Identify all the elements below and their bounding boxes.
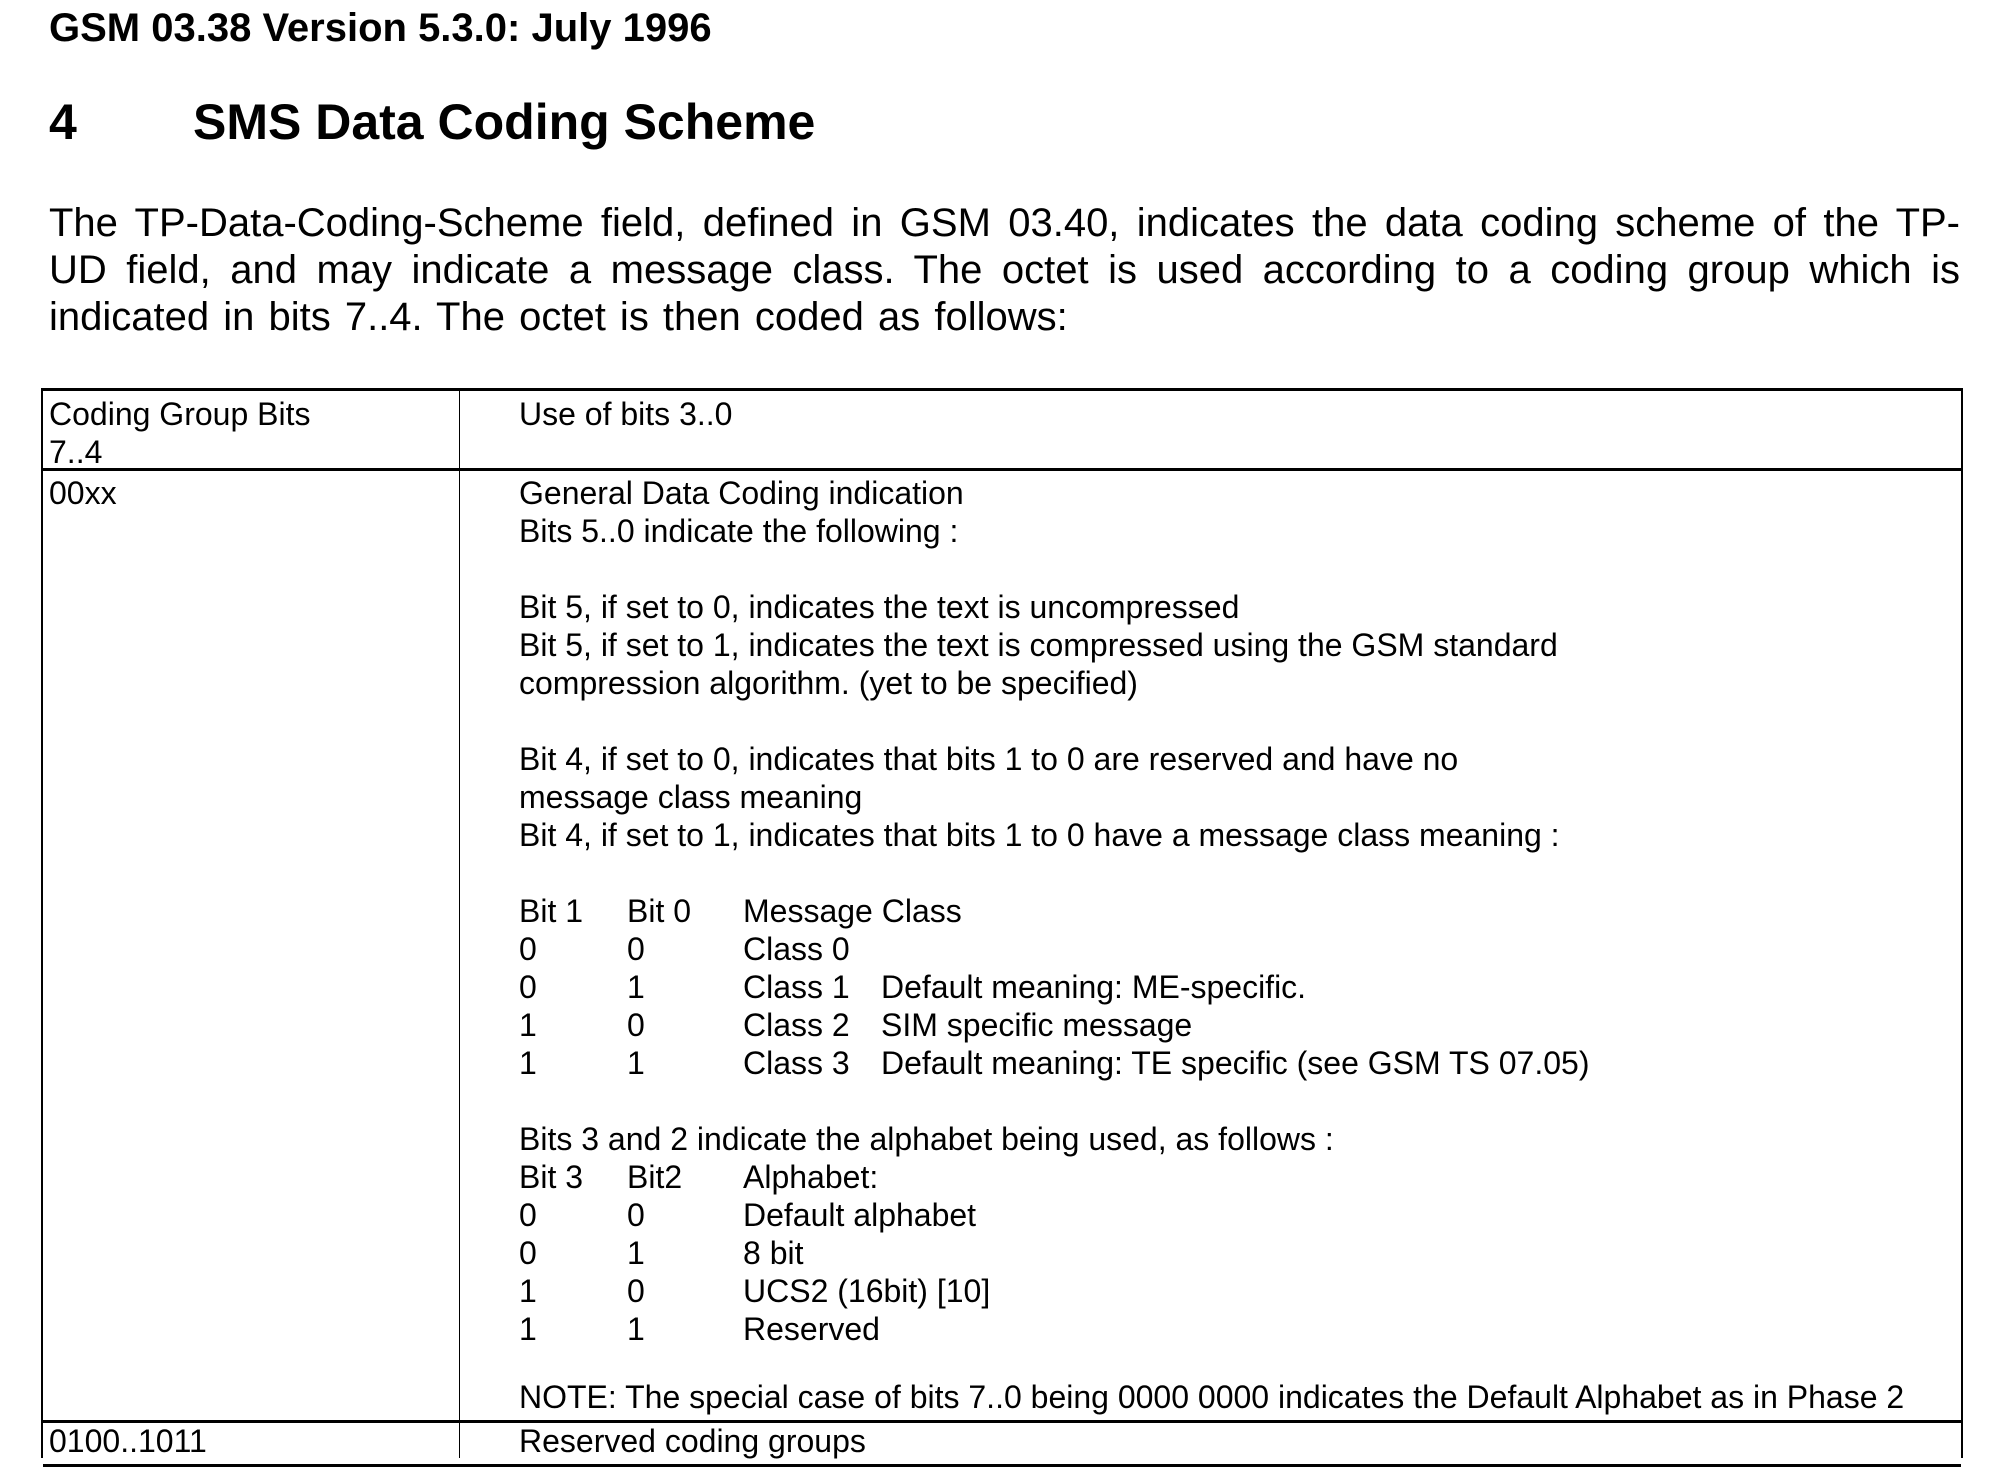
running-header: GSM 03.38 Version 5.3.0: July 1996 <box>49 6 712 50</box>
bit3-value: 0 <box>519 1235 537 1271</box>
bit2-value: 1 <box>627 1311 645 1347</box>
col-header-bit3: Bit 3 <box>519 1159 584 1195</box>
bit1-value: 1 <box>519 1007 537 1043</box>
bit5-one-text-line1: Bit 5, if set to 1, indicates the text is compressed using the GSM standard <box>519 627 1558 663</box>
bit2-value: 1 <box>627 1235 645 1271</box>
row-reserved-use <box>519 1422 866 1460</box>
row-00xx-group <box>49 474 117 512</box>
col-header-alphabet: Alphabet: <box>743 1159 879 1195</box>
bits-intro: Bits 5..0 indicate the following : <box>519 513 959 549</box>
message-class-row <box>519 1006 1589 1044</box>
column-divider <box>459 391 460 1458</box>
alphabet-value: 8 bit <box>743 1235 804 1271</box>
bit5-zero-text: Bit 5, if set to 0, indicates the text is uncompressed <box>519 589 1240 625</box>
header-col1-line2: 7..4 <box>49 434 103 470</box>
alphabet-value: UCS2 (16bit) [10] <box>743 1273 991 1309</box>
use-value: Reserved coding groups <box>519 1423 866 1459</box>
message-class-header <box>519 892 1589 930</box>
bit4-zero-text-line1: Bit 4, if set to 0, indicates that bits 1 to 0 are reserved and have no <box>519 741 1459 777</box>
alphabet-table <box>519 1158 1589 1348</box>
alphabet-row <box>519 1196 1589 1234</box>
message-class-row <box>519 930 1589 968</box>
bit5-one-text-line2: compression algorithm. (yet to be specified) <box>519 665 1138 701</box>
class-value: Class 0 <box>743 931 850 967</box>
bit3-value: 1 <box>519 1311 537 1347</box>
header-row-divider <box>43 468 1961 471</box>
bit3-value: 1 <box>519 1273 537 1309</box>
message-class-row <box>519 968 1589 1006</box>
col-header-message-class: Message Class <box>743 893 962 929</box>
bit0-value: 0 <box>627 1007 645 1043</box>
row-title: General Data Coding indication <box>519 475 964 511</box>
message-class-table <box>519 892 1589 1082</box>
class-value: Class 1 <box>743 969 850 1005</box>
alphabet-value: Default alphabet <box>743 1197 977 1233</box>
class-meaning: Default meaning: ME-specific. <box>881 969 1307 1005</box>
alphabet-intro: Bits 3 and 2 indicate the alphabet being used, as follows : <box>519 1121 1334 1157</box>
col-header-bit0: Bit 0 <box>627 893 692 929</box>
alphabet-header <box>519 1158 1589 1196</box>
alphabet-row <box>519 1310 1589 1348</box>
bit0-value: 0 <box>627 931 645 967</box>
bit4-zero-text-line2: message class meaning <box>519 779 863 815</box>
bit4-one-text: Bit 4, if set to 1, indicates that bits 1 to 0 have a message class meaning : <box>519 817 1560 853</box>
col-header-bit2: Bit2 <box>627 1159 683 1195</box>
data-coding-scheme-table <box>41 388 1963 1458</box>
alphabet-value: Reserved <box>743 1311 880 1347</box>
bit0-value: 1 <box>627 1045 645 1081</box>
bit2-value: 0 <box>627 1197 645 1233</box>
header-col2: Use of bits 3..0 <box>519 396 733 432</box>
class-meaning: SIM specific message <box>881 1007 1193 1043</box>
bit0-value: 1 <box>627 969 645 1005</box>
message-class-row <box>519 1044 1589 1082</box>
class-value: Class 3 <box>743 1045 850 1081</box>
alphabet-row <box>519 1272 1589 1310</box>
bit1-value: 0 <box>519 931 537 967</box>
section-number: 4 <box>49 94 77 150</box>
section-title: SMS Data Coding Scheme <box>193 94 816 150</box>
class-value: Class 2 <box>743 1007 850 1043</box>
note-text: NOTE: The special case of bits 7..0 being 0000 0000 indicates the Default Alphabet as in Phase 2 <box>519 1379 1905 1415</box>
group-value: 00xx <box>49 475 117 511</box>
row-00xx-description <box>519 474 1589 1348</box>
header-col1-line1: Coding Group Bits <box>49 396 311 432</box>
col-header-bit1: Bit 1 <box>519 893 584 929</box>
class-meaning: Default meaning: TE specific (see GSM TS 07.05) <box>881 1045 1590 1081</box>
bit2-value: 0 <box>627 1273 645 1309</box>
header-use-of-bits <box>519 395 732 433</box>
row-divider <box>43 1420 1961 1423</box>
row-00xx-note <box>519 1378 1904 1416</box>
alphabet-row <box>519 1234 1589 1272</box>
bit1-value: 0 <box>519 969 537 1005</box>
row-reserved-group <box>49 1422 207 1460</box>
intro-paragraph: The TP-Data-Coding-Scheme field, defined in GSM 03.40, indicates the data coding scheme of the TP-UD field, and may indicate a message class. The octet is used according to a coding group which is indicated in bits 7..4. The octet is then coded as follows: <box>49 201 1960 339</box>
bit1-value: 1 <box>519 1045 537 1081</box>
bit3-value: 0 <box>519 1197 537 1233</box>
header-coding-group-bits <box>49 395 310 471</box>
group-value: 0100..1011 <box>49 1423 207 1459</box>
